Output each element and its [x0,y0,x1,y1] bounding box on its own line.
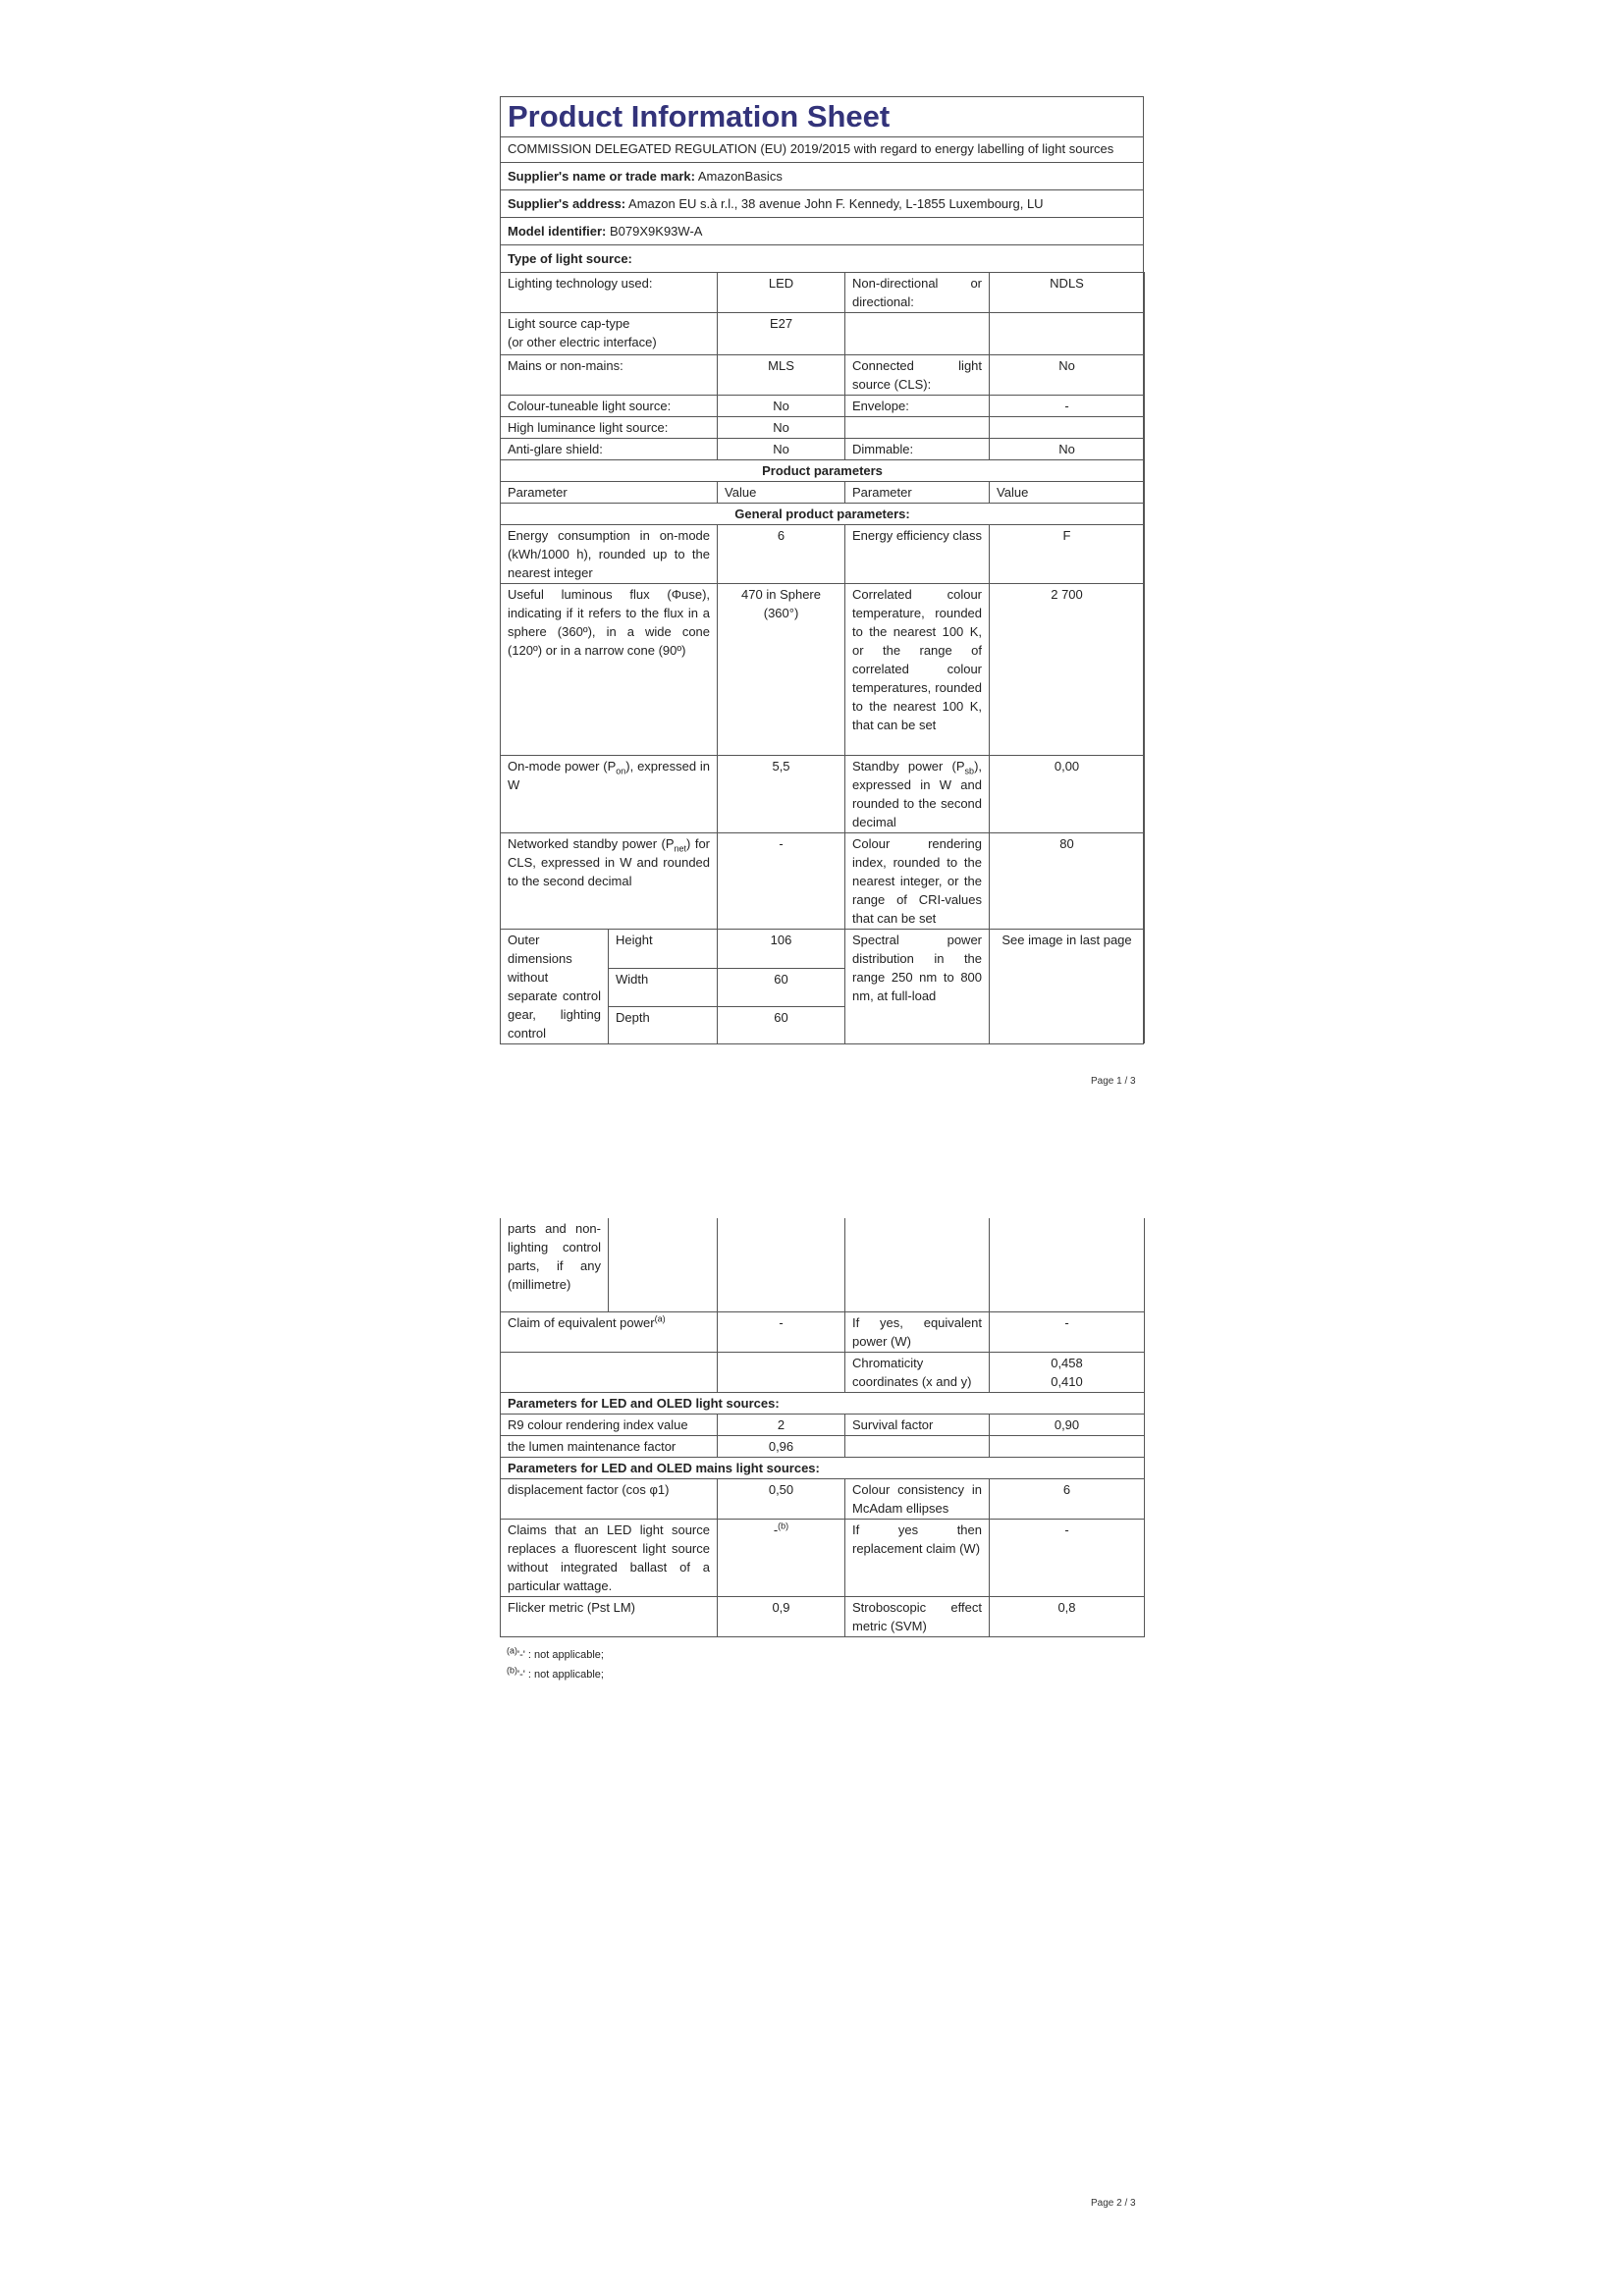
dim-value: No [990,439,1145,460]
cct-value: 2 700 [990,584,1145,756]
claims-sup: (b) [778,1521,789,1531]
page-number-1: Page 1 / 3 [1091,1076,1136,1087]
tech-label: Lighting technology used: [501,273,718,313]
pon-value: 5,5 [718,756,845,833]
footnote-b [507,1665,604,1681]
empty-cell [609,1218,718,1312]
chroma-label: Chromaticity coordinates (x and y) [845,1353,990,1393]
table-row [501,525,1145,584]
r9-label: R9 colour rendering index value [501,1415,718,1436]
table-row [501,584,1145,756]
ifyes-value: - [990,1312,1145,1353]
energy-label: Energy consumption in on-mode (kWh/1000 h), rounded up to the nearest integer [501,525,718,584]
glare-value: No [718,439,845,460]
env-value: - [990,396,1145,417]
col-parameter-2: Parameter [845,482,990,504]
table-row [501,396,1145,417]
psb-label-a: Standby power (P [852,759,965,774]
claims-value [718,1520,845,1597]
replace-label: If yes then replacement claim (W) [845,1520,990,1597]
pnet-label-b: ) for CLS, expressed in W and rounded to the second decimal [508,836,711,888]
energy-value: 6 [718,525,845,584]
empty-cell [990,313,1145,355]
equiv-label-text: Claim of equivalent power [508,1315,655,1330]
table-row [501,1520,1145,1597]
pnet-label [501,833,718,930]
table-row [501,313,1145,355]
depth-label: Depth [609,1007,718,1044]
hilum-label: High luminance light source: [501,417,718,439]
dir-label: Non-directional or directional: [845,273,990,313]
equiv-value: - [718,1312,845,1353]
page-number-2: Page 2 / 3 [1091,2198,1136,2209]
pnet-sub: net [674,843,687,854]
sheet-page-1 [500,96,1144,1044]
psb-sub: sb [964,766,975,776]
table-row [501,417,1145,439]
empty-cell [845,1436,990,1458]
footnote-a-text: '-' : not applicable; [517,1649,604,1661]
empty-cell [990,1436,1145,1458]
page-title: Product Information Sheet [501,97,1143,137]
empty-cell [501,1353,718,1393]
consist-label: Colour consistency in McAdam ellipses [845,1479,990,1520]
table-row [501,439,1145,460]
empty-cell [845,1218,990,1312]
empty-cell [990,1218,1145,1312]
strobo-label: Stroboscopic effect metric (SVM) [845,1597,990,1637]
cls-label: Connected light source (CLS): [845,355,990,396]
pnet-value: - [718,833,845,930]
spd-value: See image in last page [990,930,1145,1044]
footnote-b-sup: (b) [507,1665,517,1676]
table-row [501,756,1145,833]
equiv-label [501,1312,718,1353]
pon-sub: on [616,766,626,776]
model-row [501,218,1143,245]
replace-value: - [990,1520,1145,1597]
supplier-name-row [501,163,1143,190]
mains-value: MLS [718,355,845,396]
table-row [501,930,1145,969]
flicker-label: Flicker metric (Pst LM) [501,1597,718,1637]
height-value: 106 [718,930,845,969]
chroma-y: 0,410 [1051,1374,1083,1389]
claims-value-text: - [773,1522,779,1537]
cap-value: E27 [718,313,845,355]
tune-label: Colour-tuneable light source: [501,396,718,417]
table-row [501,1393,1145,1415]
dims-label-part2: parts and non-lighting control parts, if any (millimetre) [501,1218,609,1312]
r9-value: 2 [718,1415,845,1436]
pon-label [501,756,718,833]
table-row [501,833,1145,930]
mains-label: Mains or non-mains: [501,355,718,396]
width-value: 60 [718,968,845,1007]
cap-label-line1: Light source cap-type [508,316,630,331]
footnote-a [507,1645,604,1661]
spd-label: Spectral power distribution in the range 250 nm to 800 nm, at full-load [845,930,990,1044]
equiv-sup: (a) [654,1313,666,1324]
chroma-x: 0,458 [1051,1356,1083,1370]
glare-label: Anti-glare shield: [501,439,718,460]
table-row [501,1436,1145,1458]
strobo-value: 0,8 [990,1597,1145,1637]
col-value-1: Value [718,482,845,504]
table-row [501,1415,1145,1436]
cap-label-line2: (or other electric interface) [508,335,657,349]
lumen-value: 0,96 [718,1436,845,1458]
led-params-header: Parameters for LED and OLED light sources: [501,1393,1145,1415]
table-row [501,1218,1145,1312]
dim-label: Dimmable: [845,439,990,460]
disp-label: displacement factor (cos φ1) [501,1479,718,1520]
pon-label-a: On-mode power (P [508,759,617,774]
dir-value: NDLS [990,273,1145,313]
flux-value: 470 in Sphere (360°) [718,584,845,756]
survival-value: 0,90 [990,1415,1145,1436]
empty-cell [990,417,1145,439]
general-params-header: General product parameters: [501,504,1145,525]
empty-cell [718,1353,845,1393]
model-label: Model identifier: [508,224,607,239]
table-row [501,1597,1145,1637]
supplier-address: Amazon EU s.à r.l., 38 avenue John F. Kennedy, L-1855 Luxembourg, LU [628,196,1044,211]
spec-table-page-1 [500,272,1145,1043]
table-row [501,1312,1145,1353]
footnote-a-sup: (a) [507,1645,517,1656]
hilum-value: No [718,417,845,439]
lumen-label: the lumen maintenance factor [501,1436,718,1458]
flicker-value: 0,9 [718,1597,845,1637]
sheet-page-2 [500,1218,1142,1637]
cap-label [501,313,718,355]
empty-cell [718,1218,845,1312]
eclass-label: Energy efficiency class [845,525,990,584]
claims-label: Claims that an LED light source replaces a fluorescent light source without integrated ballast of a particular wattage. [501,1520,718,1597]
env-label: Envelope: [845,396,990,417]
psb-value: 0,00 [990,756,1145,833]
table-row [501,273,1145,313]
regulation-text: COMMISSION DELEGATED REGULATION (EU) 2019/2015 with regard to energy labelling of light sources [501,137,1143,163]
product-params-header: Product parameters [501,460,1145,482]
eclass-value: F [990,525,1145,584]
disp-value: 0,50 [718,1479,845,1520]
cri-value: 80 [990,833,1145,930]
survival-label: Survival factor [845,1415,990,1436]
supplier-name-label: Supplier's name or trade mark: [508,169,695,184]
tech-value: LED [718,273,845,313]
empty-cell [845,313,990,355]
pnet-label-a: Networked standby power (P [508,836,675,851]
footnote-b-text: '-' : not applicable; [517,1669,604,1681]
led-mains-header: Parameters for LED and OLED mains light sources: [501,1458,1145,1479]
table-row [501,460,1145,482]
psb-label-b: ), expressed in W and rounded to the second decimal [852,759,983,829]
dims-label-part1: Outer dimensions without separate control gear, lighting control [501,930,609,1044]
ifyes-label: If yes, equivalent power (W) [845,1312,990,1353]
table-row [501,1353,1145,1393]
width-label: Width [609,968,718,1007]
pon-label-b: ), expressed in W [508,759,711,792]
psb-label [845,756,990,833]
flux-label: Useful luminous flux (Φuse), indicating if it refers to the flux in a sphere (360º), in a wide cone (120º) or in a narrow cone (90º) [501,584,718,756]
supplier-address-label: Supplier's address: [508,196,626,211]
table-row [501,482,1145,504]
tune-value: No [718,396,845,417]
table-row [501,1458,1145,1479]
model-identifier: B079X9K93W-A [610,224,703,239]
height-label: Height [609,930,718,969]
type-of-light-source: Type of light source: [508,251,632,266]
col-value-2: Value [990,482,1145,504]
col-parameter-1: Parameter [501,482,718,504]
cct-label: Correlated colour temperature, rounded to the nearest 100 K, or the range of correlated colour temperatures, rounded to the nearest 100 K, that can be set [845,584,990,756]
table-row [501,504,1145,525]
cri-label: Colour rendering index, rounded to the nearest integer, or the range of CRI-values that can be set [845,833,990,930]
empty-cell [845,417,990,439]
depth-value: 60 [718,1007,845,1044]
table-row [501,355,1145,396]
table-row [501,1479,1145,1520]
spec-table-page-2 [500,1218,1145,1637]
consist-value: 6 [990,1479,1145,1520]
cls-value: No [990,355,1145,396]
supplier-address-row [501,190,1143,218]
supplier-name: AmazonBasics [697,169,783,184]
chroma-value [990,1353,1145,1393]
